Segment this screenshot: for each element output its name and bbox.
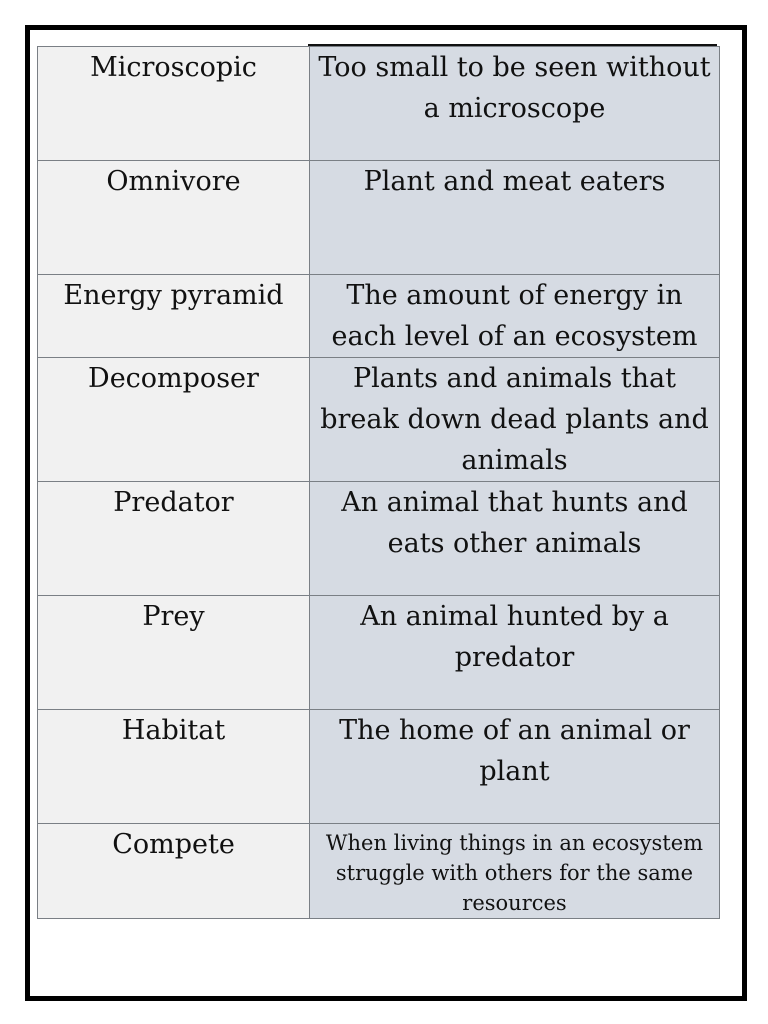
definition-text: When living things in an ecosystem struggle with others for the same resources	[325, 831, 704, 915]
table-row	[38, 275, 720, 358]
term-text: Compete	[112, 829, 235, 860]
definition-text: Too small to be seen without a microscope	[318, 52, 711, 124]
table-row	[38, 358, 720, 482]
term-cell	[38, 482, 310, 596]
definition-cell	[310, 596, 720, 710]
term-text: Omnivore	[106, 166, 241, 197]
term-text: Energy pyramid	[63, 280, 284, 311]
definition-cell	[310, 358, 720, 482]
table-row	[38, 482, 720, 596]
term-cell	[38, 824, 310, 919]
term-cell	[38, 710, 310, 824]
vocabulary-table	[37, 46, 720, 919]
definition-text: The amount of energy in each level of an ecosystem	[331, 280, 698, 352]
table-row	[38, 710, 720, 824]
definition-text: An animal hunted by a predator	[360, 601, 669, 673]
term-cell	[38, 47, 310, 161]
term-cell	[38, 275, 310, 358]
definition-cell	[310, 47, 720, 161]
term-cell	[38, 596, 310, 710]
definition-cell	[310, 161, 720, 275]
term-text: Predator	[113, 487, 234, 518]
table-row	[38, 824, 720, 919]
term-text: Decomposer	[88, 363, 259, 394]
table-row	[38, 596, 720, 710]
definition-cell	[310, 482, 720, 596]
table-row	[38, 161, 720, 275]
term-text: Microscopic	[90, 52, 257, 83]
definition-cell	[310, 275, 720, 358]
term-text: Prey	[142, 601, 205, 632]
term-text: Habitat	[121, 715, 226, 746]
term-cell	[38, 161, 310, 275]
definition-text: Plant and meat eaters	[363, 166, 666, 197]
table-row	[38, 47, 720, 161]
definition-cell	[310, 824, 720, 919]
definition-text: Plants and animals that break down dead plants and animals	[320, 363, 709, 476]
term-cell	[38, 358, 310, 482]
definition-text: The home of an animal or plant	[339, 715, 690, 787]
definition-cell	[310, 710, 720, 824]
definition-text: An animal that hunts and eats other animals	[341, 487, 688, 559]
